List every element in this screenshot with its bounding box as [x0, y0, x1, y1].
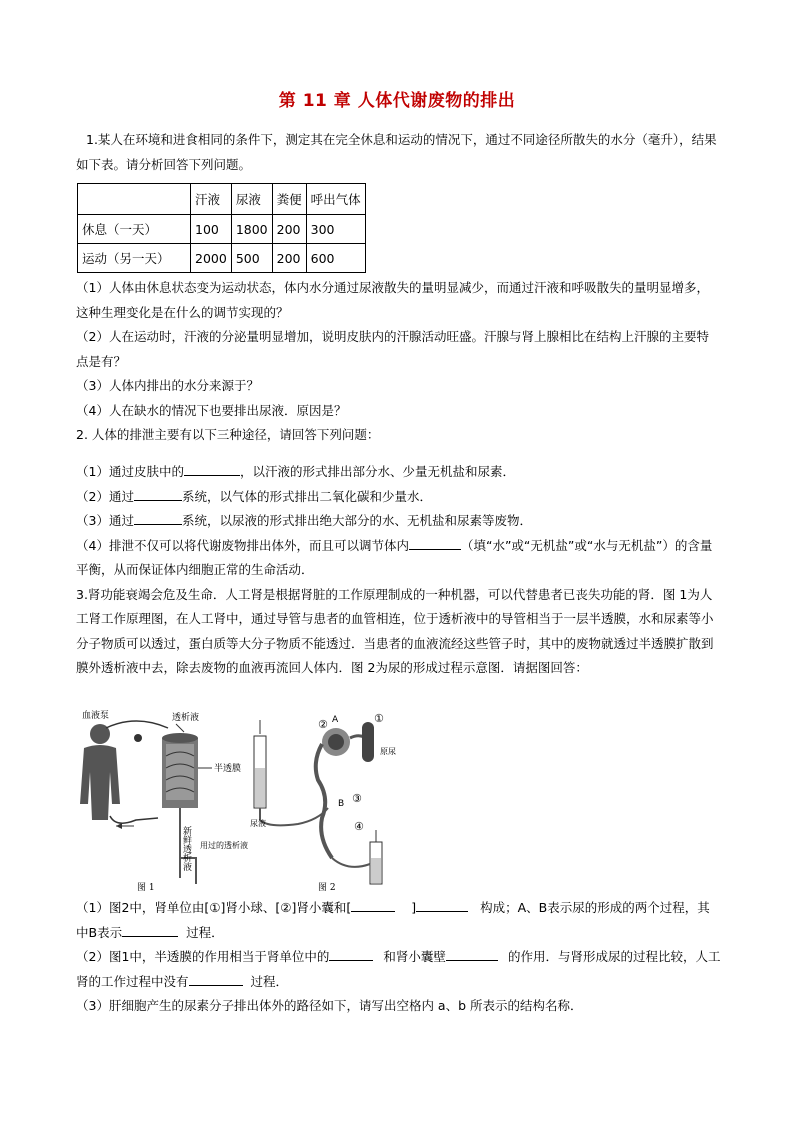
answer-blank[interactable]	[134, 510, 182, 525]
test-tube-left	[254, 720, 266, 808]
q3-intro: 3.肾功能衰竭会危及生命．人工肾是根据肾脏的工作原理制成的一种机器，可以代替患者已丧失功能的肾．图 1为人工肾工作原理图，在人工肾中，通过导管与患者的血管相连，位于透析液中的导管相当于一层半透膜，水和尿素等小分子物质可以透过，蛋白质等大分子物质不能透过．当患者的血液流经这些管子时，其中的废物就透过半透膜扩散到膜外透析液中去，除去废物的血液再流回人体内．图 2为尿的形成过程示意图．请据图回答：	[76, 586, 714, 675]
answer-blank[interactable]	[409, 535, 461, 550]
table-cell: 500	[231, 244, 272, 273]
answer-blank[interactable]	[351, 897, 395, 912]
table-cell: 运动（另一天）	[78, 244, 191, 273]
label-b: B	[338, 799, 345, 809]
table-cell: 1800	[231, 215, 272, 244]
q3-sub2: （2）图1中，半透膜的作用相当于肾单位中的 和肾小囊壁 的作用．与肾形成尿的过程比较，人工肾的工作过程中没有 过程．	[76, 945, 721, 994]
answer-blank[interactable]	[134, 486, 182, 501]
answer-blank[interactable]	[184, 461, 240, 476]
answer-blank[interactable]	[446, 946, 498, 961]
table-header-row	[78, 184, 366, 215]
label-3: ③	[352, 792, 362, 805]
q2-sub1: （1）通过皮肤中的 ，以汗液的形式排出部分水、少量无机盐和尿素．	[76, 460, 721, 485]
label-urine: 尿液	[250, 819, 266, 828]
q1-sub3: （3）人体内排出的水分来源于？	[76, 378, 259, 393]
label-a: A	[332, 715, 339, 725]
table-header-cell: 尿液	[231, 184, 272, 215]
label-fresh-dialysate: 新鲜透析液	[181, 826, 191, 871]
q3-sub3: （3）肝细胞产生的尿素分子排出体外的路径如下，请写出空格内 a、b 所表示的结构名称．	[76, 998, 583, 1013]
person-silhouette	[80, 724, 120, 820]
table-row	[78, 244, 366, 273]
table-cell: 休息（一天）	[78, 215, 191, 244]
table-cell: 300	[306, 215, 365, 244]
table-cell: 600	[306, 244, 365, 273]
table-cell: 100	[191, 215, 232, 244]
dialyzer	[162, 733, 198, 808]
test-tube-right	[370, 830, 382, 884]
figure-2-urine-formation	[238, 708, 408, 888]
label-raw-urine: 原尿	[380, 747, 396, 756]
answer-blank[interactable]	[189, 971, 243, 986]
answer-blank[interactable]	[122, 922, 178, 937]
q1-subquestions	[76, 276, 721, 448]
label-blood-pump: 血液泵	[82, 711, 110, 721]
label-dialysate: 透析液	[172, 713, 200, 723]
q1-intro: 1.某人在环境和进食相同的条件下，测定其在完全休息和运动的情况下，通过不同途径所散失的水分（毫升），结果如下表。请分析回答下列问题。	[76, 132, 717, 172]
q2-intro: 2. 人体的排泄主要有以下三种途径，请回答下列问题：	[76, 427, 380, 442]
label-2: ②	[318, 718, 328, 731]
q2-sub3: （3）通过 系统，以尿液的形式排出绝大部分的水、无机盐和尿素等废物．	[76, 509, 721, 534]
q2-sub2: （2）通过 系统，以气体的形式排出二氧化碳和少量水．	[76, 485, 721, 510]
q1-sub4: （4）人在缺水的情况下也要排出尿液．原因是？	[76, 402, 347, 418]
table-row	[78, 215, 366, 244]
table-header-cell: 呼出气体	[306, 184, 365, 215]
table-header-cell: 粪便	[272, 184, 306, 215]
q3-subquestions	[76, 896, 721, 1019]
q1-sub1: （1）人体由休息状态变为运动状态，体内水分通过尿液散失的量明显减少，而通过汗液和呼吸散失的量明显增多，这种生理变化是在什么的调节实现的？	[76, 280, 709, 320]
water-loss-table	[77, 183, 366, 273]
table-cell: 200	[272, 215, 306, 244]
label-membrane: 半透膜	[214, 764, 242, 774]
q2-sub4: （4）排泄不仅可以将代谢废物排出体外，而且可以调节体内 （填“水”或“无机盐”或“水与无机盐”）的含量平衡，从而保证体内细胞正常的生命活动．	[76, 534, 721, 583]
answer-blank[interactable]	[329, 946, 373, 961]
figure-1-caption: 图 1	[137, 883, 155, 893]
label-4: ④	[354, 820, 364, 833]
table-header-cell	[78, 184, 191, 215]
page-title: 第 11 章 人体代谢废物的排出	[278, 91, 516, 111]
q3-sub1: （1）图2中，肾单位由[①]肾小球、[②]肾小囊和[ ] 构成；A、B表示尿的形成的两个过程，其中B表示 过程．	[76, 896, 721, 945]
q1-sub2: （2）人在运动时，汗液的分泌量明显增加，说明皮肤内的汗腺活动旺盛。汗腺与肾上腺相比在结构上汗腺的主要特点是有？	[76, 329, 709, 369]
label-1: ①	[374, 712, 384, 725]
label-used-dialysate: 用过的透析液	[200, 841, 248, 850]
q2-subquestions	[76, 460, 721, 681]
table-header-cell: 汗液	[191, 184, 232, 215]
answer-blank[interactable]	[416, 897, 468, 912]
table-cell: 2000	[191, 244, 232, 273]
figure-2-caption: 图 2	[318, 883, 336, 893]
table-cell: 200	[272, 244, 306, 273]
